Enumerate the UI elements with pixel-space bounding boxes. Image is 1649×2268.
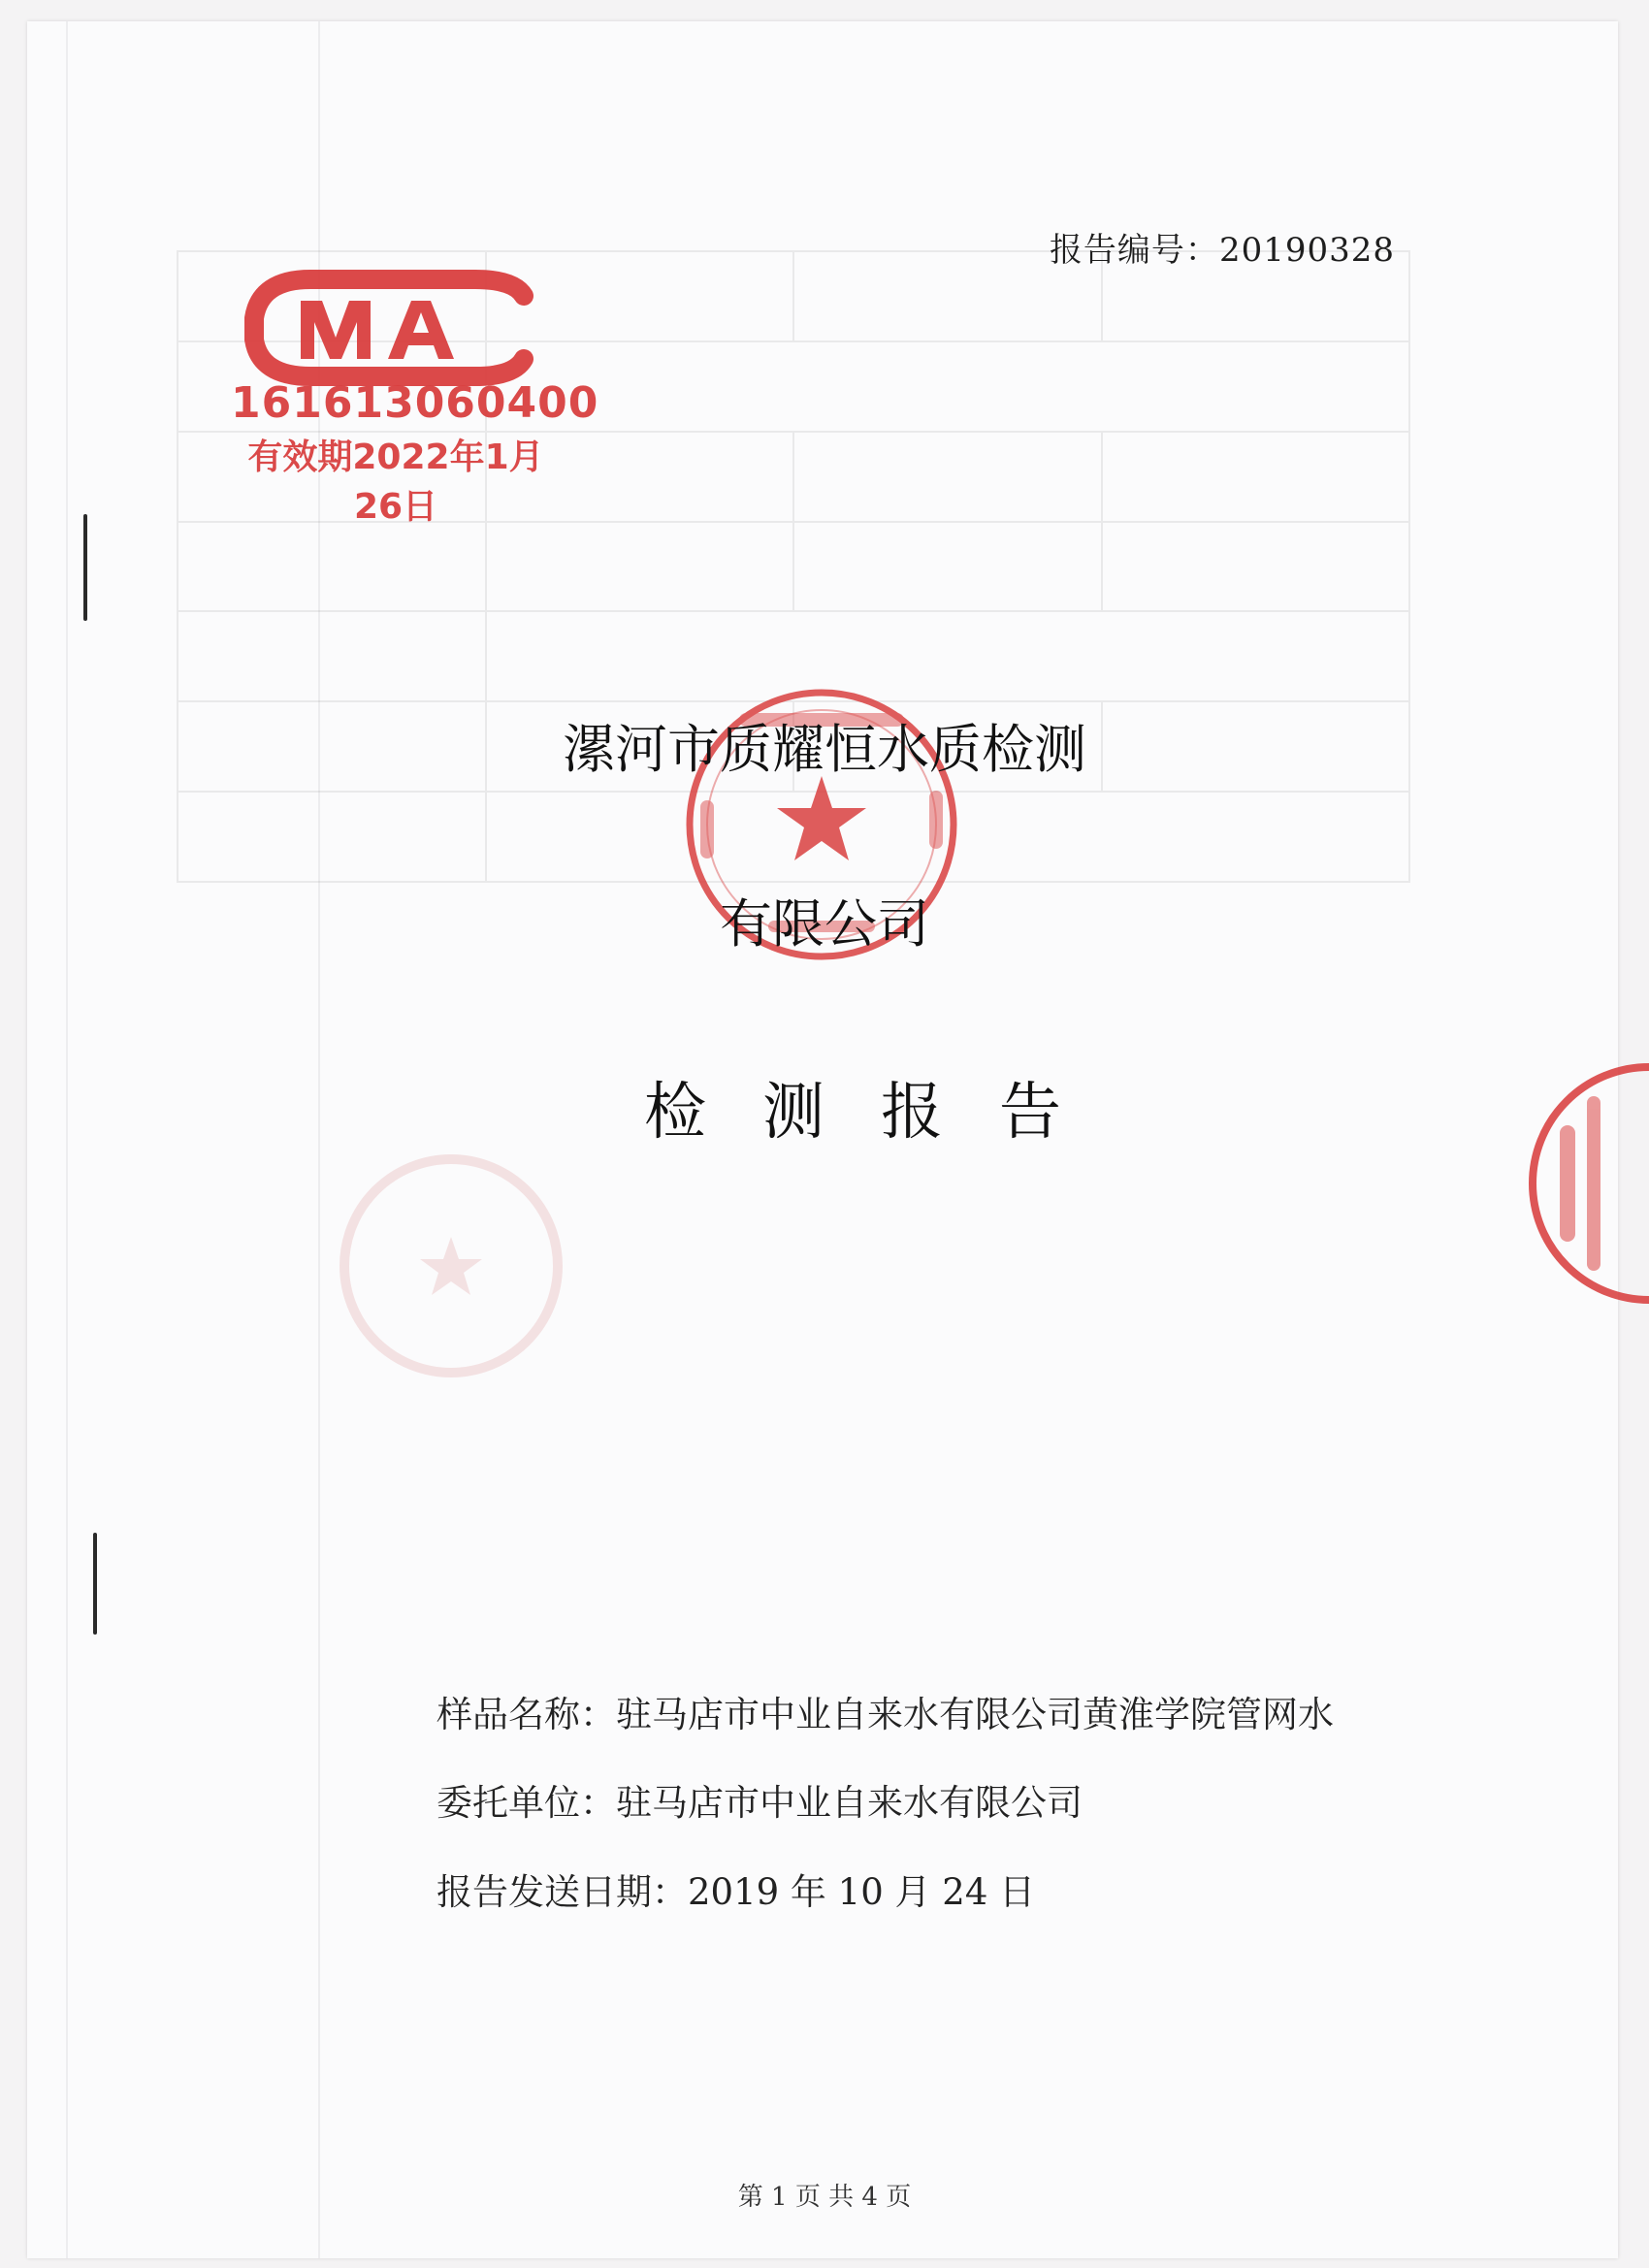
company-name-line1: 漯河市质耀恒水质检测 <box>563 719 1086 780</box>
cma-validity: 有效期2022年1月26日 <box>247 437 544 527</box>
client-value: 驻马店市中业自来水有限公司 <box>616 1782 1083 1824</box>
binding-mark <box>93 1533 97 1635</box>
binding-mark <box>83 514 87 621</box>
cma-cert-number: 161613060400 <box>231 378 599 428</box>
report-number-label: 报告编号： <box>1049 231 1219 270</box>
report-number-value: 20190328 <box>1218 231 1395 270</box>
faint-seal-bleed <box>272 1145 592 1397</box>
sample-name-row <box>436 1685 1334 1737</box>
sample-name-value: 驻马店市中业自来水有限公司黄淮学院管网水 <box>616 1694 1334 1735</box>
company-name-line2: 有限公司 <box>720 893 929 955</box>
report-date-value: 2019 年 10 月 24 日 <box>688 1871 1036 1913</box>
report-date-row <box>436 1863 1035 1915</box>
report-date-label: 报告发送日期： <box>436 1871 688 1913</box>
page-number: 第 1 页 共 4 页 <box>737 2183 912 2212</box>
client-label: 委托单位： <box>436 1782 616 1824</box>
sample-name-label: 样品名称： <box>436 1694 616 1735</box>
client-row <box>436 1773 1083 1826</box>
report-number <box>1050 223 1395 271</box>
report-title: 检测报告 <box>644 1077 1117 1149</box>
